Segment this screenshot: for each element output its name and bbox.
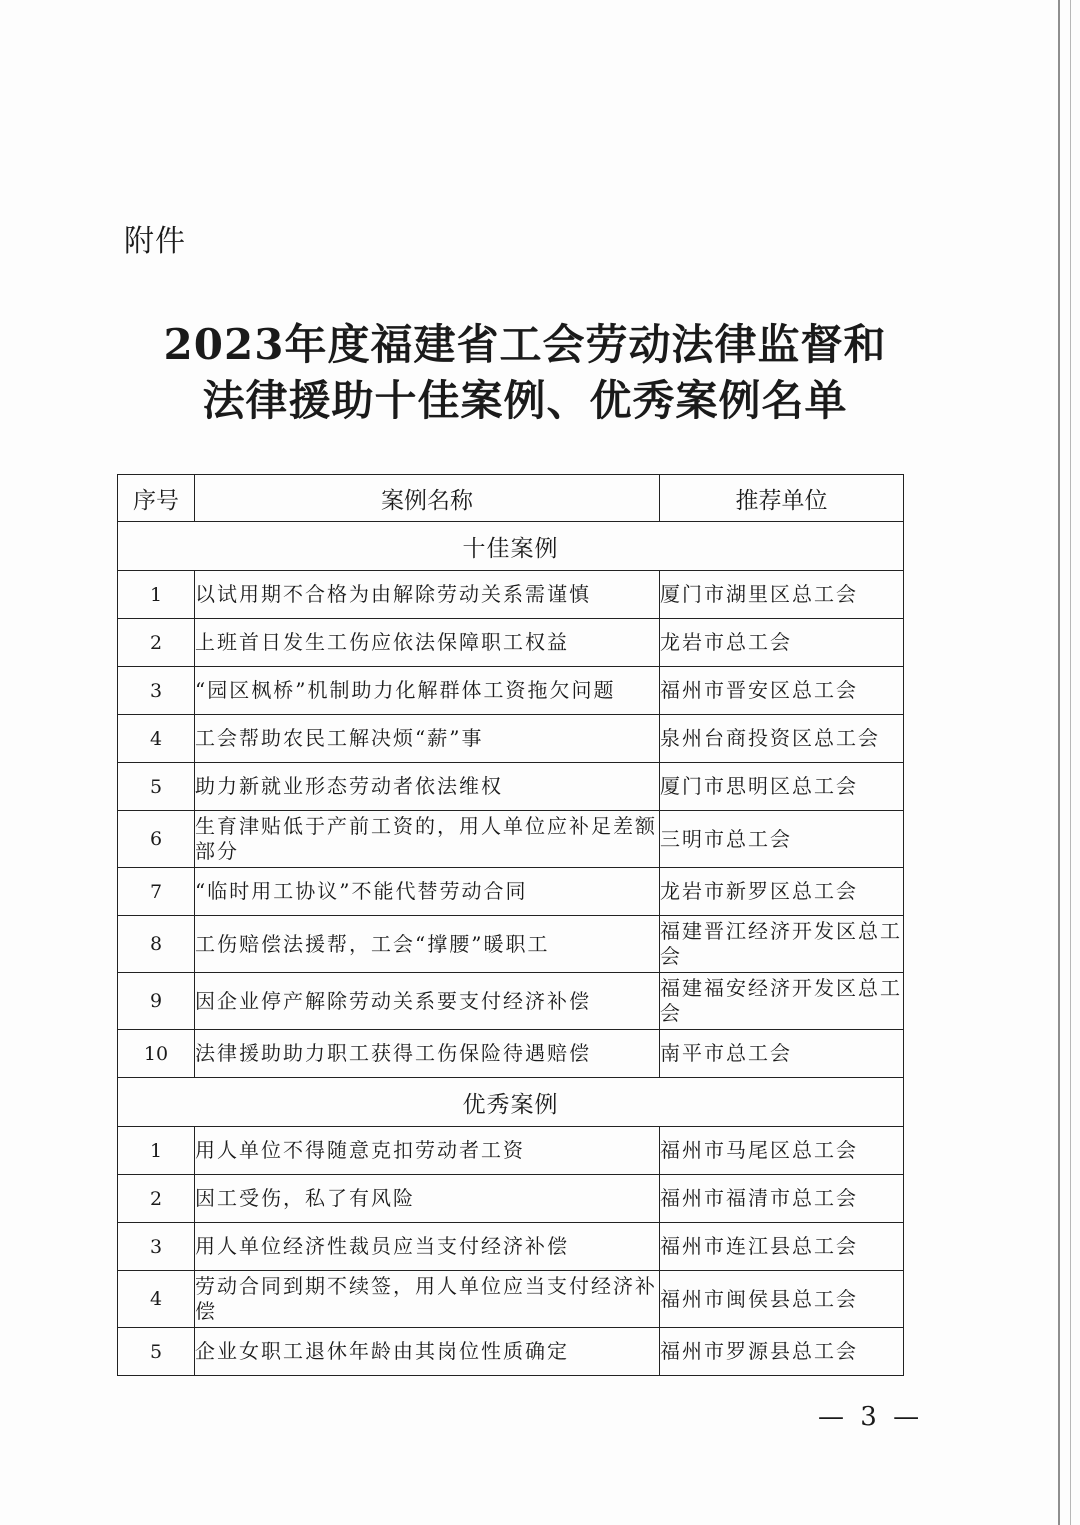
row-serial: 10: [118, 1030, 195, 1078]
row-unit: 龙岩市总工会: [660, 619, 904, 667]
document-title-line-1: 2023年度福建省工会劳动法律监督和: [163, 320, 887, 369]
table-row: [118, 1030, 904, 1078]
table-row: [118, 811, 904, 868]
table-row: [118, 1175, 904, 1223]
table-row: [118, 1271, 904, 1328]
row-case-name: 工会帮助农民工解决烦“薪”事: [195, 715, 660, 763]
row-unit: 福建福安经济开发区总工会: [660, 973, 904, 1030]
page-edge-line-secondary: [1070, 0, 1071, 1525]
attachment-label: 附件: [124, 224, 186, 259]
row-case-name: 企业女职工退休年龄由其岗位性质确定: [195, 1328, 660, 1376]
row-unit: 福州市闽侯县总工会: [660, 1271, 904, 1328]
section-title-excellent: 优秀案例: [118, 1078, 904, 1127]
row-unit: 福州市罗源县总工会: [660, 1328, 904, 1376]
row-unit: 泉州台商投资区总工会: [660, 715, 904, 763]
row-unit: 福州市马尾区总工会: [660, 1127, 904, 1175]
row-unit: 福州市晋安区总工会: [660, 667, 904, 715]
row-serial: 3: [118, 667, 195, 715]
row-case-name: 生育津贴低于产前工资的，用人单位应补足差额部分: [195, 811, 660, 868]
row-case-name: 劳动合同到期不续签，用人单位应当支付经济补偿: [195, 1271, 660, 1328]
row-serial: 3: [118, 1223, 195, 1271]
row-case-name: 用人单位不得随意克扣劳动者工资: [195, 1127, 660, 1175]
row-serial: 9: [118, 973, 195, 1030]
row-serial: 4: [118, 715, 195, 763]
row-unit: 南平市总工会: [660, 1030, 904, 1078]
table-row: [118, 973, 904, 1030]
row-case-name: 以试用期不合格为由解除劳动关系需谨慎: [195, 571, 660, 619]
case-list-table: [117, 474, 904, 1376]
row-case-name: 用人单位经济性裁员应当支付经济补偿: [195, 1223, 660, 1271]
page-number: — 3 —: [818, 1402, 924, 1432]
row-serial: 7: [118, 868, 195, 916]
row-unit: 福建晋江经济开发区总工会: [660, 916, 904, 973]
header-recommending-unit: 推荐单位: [660, 475, 904, 522]
row-case-name: “园区枫桥”机制助力化解群体工资拖欠问题: [195, 667, 660, 715]
table-row: [118, 667, 904, 715]
header-serial: 序号: [118, 475, 195, 522]
table-row: [118, 715, 904, 763]
row-serial: 1: [118, 571, 195, 619]
table-row: [118, 916, 904, 973]
row-unit: 厦门市湖里区总工会: [660, 571, 904, 619]
table-row: [118, 1127, 904, 1175]
row-case-name: 因企业停产解除劳动关系要支付经济补偿: [195, 973, 660, 1030]
row-serial: 1: [118, 1127, 195, 1175]
table-row: [118, 868, 904, 916]
row-unit: 龙岩市新罗区总工会: [660, 868, 904, 916]
row-case-name: 上班首日发生工伤应依法保障职工权益: [195, 619, 660, 667]
row-unit: 福州市福清市总工会: [660, 1175, 904, 1223]
row-serial: 6: [118, 811, 195, 868]
header-case-name: 案例名称: [195, 475, 660, 522]
row-unit: 福州市连江县总工会: [660, 1223, 904, 1271]
table-row: [118, 619, 904, 667]
table-header-row: [118, 475, 904, 522]
page-edge-line: [1058, 0, 1060, 1525]
section-row-top-ten: [118, 522, 904, 571]
document-title-line-2: 法律援助十佳案例、优秀案例名单: [202, 376, 848, 425]
row-case-name: 法律援助助力职工获得工伤保险待遇赔偿: [195, 1030, 660, 1078]
table-row: [118, 1223, 904, 1271]
table-row: [118, 571, 904, 619]
row-case-name: 助力新就业形态劳动者依法维权: [195, 763, 660, 811]
row-case-name: “临时用工协议”不能代替劳动合同: [195, 868, 660, 916]
row-serial: 8: [118, 916, 195, 973]
row-serial: 2: [118, 1175, 195, 1223]
section-title-top-ten: 十佳案例: [118, 522, 904, 571]
table-row: [118, 763, 904, 811]
row-unit: 厦门市思明区总工会: [660, 763, 904, 811]
section-row-excellent: [118, 1078, 904, 1127]
row-case-name: 工伤赔偿法援帮，工会“撑腰”暖职工: [195, 916, 660, 973]
row-serial: 5: [118, 763, 195, 811]
row-serial: 4: [118, 1271, 195, 1328]
table-row: [118, 1328, 904, 1376]
row-serial: 2: [118, 619, 195, 667]
row-unit: 三明市总工会: [660, 811, 904, 868]
row-case-name: 因工受伤，私了有风险: [195, 1175, 660, 1223]
row-serial: 5: [118, 1328, 195, 1376]
